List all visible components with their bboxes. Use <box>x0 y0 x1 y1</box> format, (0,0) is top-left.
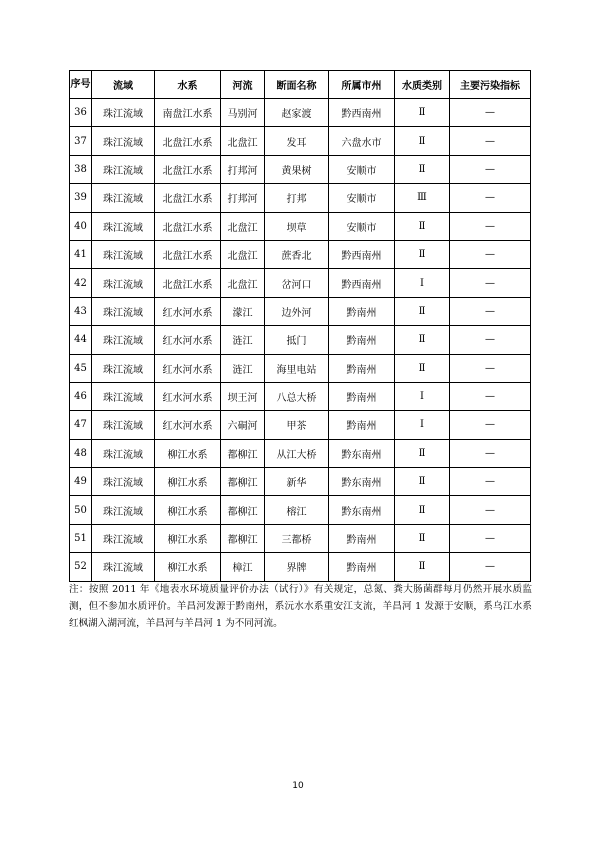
cell-seq: 36 <box>70 99 92 127</box>
cell-river: 都柳江 <box>221 496 265 524</box>
cell-pollutant: — <box>450 496 531 524</box>
cell-system: 北盘江水系 <box>155 240 221 268</box>
table-row <box>70 240 531 268</box>
cell-river: 北盘江 <box>221 240 265 268</box>
table-row <box>70 184 531 212</box>
cell-city: 黔西南州 <box>329 240 395 268</box>
header-basin: 流域 <box>92 71 155 99</box>
table-row <box>70 269 531 297</box>
cell-pollutant: — <box>450 99 531 127</box>
cell-river: 马别河 <box>221 99 265 127</box>
cell-quality: Ⅱ <box>395 326 450 354</box>
cell-quality: Ⅱ <box>395 468 450 496</box>
cell-quality: Ⅱ <box>395 99 450 127</box>
cell-section: 抵门 <box>265 326 329 354</box>
cell-basin: 珠江流域 <box>92 184 155 212</box>
cell-system: 柳江水系 <box>155 496 221 524</box>
cell-city: 黔南州 <box>329 326 395 354</box>
cell-system: 红水河水系 <box>155 354 221 382</box>
cell-system: 柳江水系 <box>155 524 221 552</box>
cell-section: 黄果树 <box>265 155 329 183</box>
cell-section: 新华 <box>265 468 329 496</box>
header-seq: 序号 <box>70 71 92 99</box>
cell-section: 边外河 <box>265 297 329 325</box>
cell-city: 安顺市 <box>329 184 395 212</box>
cell-system: 北盘江水系 <box>155 155 221 183</box>
cell-system: 红水河水系 <box>155 326 221 354</box>
cell-river: 打邦河 <box>221 155 265 183</box>
cell-seq: 45 <box>70 354 92 382</box>
cell-pollutant: — <box>450 269 531 297</box>
cell-section: 八总大桥 <box>265 382 329 410</box>
cell-river: 涟江 <box>221 326 265 354</box>
cell-system: 柳江水系 <box>155 439 221 467</box>
cell-pollutant: — <box>450 184 531 212</box>
table-row <box>70 496 531 524</box>
cell-city: 安顺市 <box>329 155 395 183</box>
header-quality: 水质类别 <box>395 71 450 99</box>
cell-system: 红水河水系 <box>155 382 221 410</box>
cell-basin: 珠江流域 <box>92 297 155 325</box>
table-row <box>70 354 531 382</box>
table-row <box>70 99 531 127</box>
cell-river: 北盘江 <box>221 127 265 155</box>
cell-system: 红水河水系 <box>155 297 221 325</box>
table-row <box>70 439 531 467</box>
cell-seq: 44 <box>70 326 92 354</box>
cell-seq: 40 <box>70 212 92 240</box>
cell-quality: Ⅱ <box>395 212 450 240</box>
cell-basin: 珠江流域 <box>92 155 155 183</box>
table-row <box>70 127 531 155</box>
cell-quality: Ⅱ <box>395 155 450 183</box>
header-city: 所属市州 <box>329 71 395 99</box>
cell-river: 樟江 <box>221 553 265 581</box>
cell-section: 榕江 <box>265 496 329 524</box>
cell-quality: Ⅰ <box>395 411 450 439</box>
water-quality-table <box>69 70 531 582</box>
cell-pollutant: — <box>450 127 531 155</box>
cell-river: 濛江 <box>221 297 265 325</box>
table-header-row <box>70 71 531 99</box>
cell-basin: 珠江流域 <box>92 354 155 382</box>
table-row <box>70 326 531 354</box>
cell-seq: 49 <box>70 468 92 496</box>
cell-basin: 珠江流域 <box>92 411 155 439</box>
cell-section: 三都桥 <box>265 524 329 552</box>
cell-system: 北盘江水系 <box>155 184 221 212</box>
cell-seq: 42 <box>70 269 92 297</box>
cell-city: 黔东南州 <box>329 496 395 524</box>
table-row <box>70 382 531 410</box>
table-row <box>70 553 531 581</box>
cell-section: 发耳 <box>265 127 329 155</box>
cell-quality: Ⅲ <box>395 184 450 212</box>
table-footnote: 注：按照 2011 年《地表水环境质量评价办法（试行）》有关规定，总氮、粪大肠菌群每月仍然开展水质监测，但不参加水质评价。羊昌河发源于黔南州，系沅水水系重安江支流，羊昌河 1 发源于安顺，系乌江水系红枫湖入湖河流，羊昌河与羊昌河 1 为不同河流。 <box>69 584 532 629</box>
cell-basin: 珠江流域 <box>92 240 155 268</box>
cell-seq: 41 <box>70 240 92 268</box>
cell-quality: Ⅱ <box>395 439 450 467</box>
cell-basin: 珠江流域 <box>92 382 155 410</box>
cell-quality: Ⅰ <box>395 269 450 297</box>
cell-seq: 50 <box>70 496 92 524</box>
table-row <box>70 411 531 439</box>
cell-quality: Ⅱ <box>395 553 450 581</box>
cell-seq: 51 <box>70 524 92 552</box>
cell-basin: 珠江流域 <box>92 468 155 496</box>
cell-basin: 珠江流域 <box>92 269 155 297</box>
cell-seq: 48 <box>70 439 92 467</box>
cell-pollutant: — <box>450 354 531 382</box>
cell-pollutant: — <box>450 524 531 552</box>
cell-pollutant: — <box>450 326 531 354</box>
cell-section: 甲茶 <box>265 411 329 439</box>
cell-system: 北盘江水系 <box>155 127 221 155</box>
cell-seq: 37 <box>70 127 92 155</box>
cell-river: 六硐河 <box>221 411 265 439</box>
cell-pollutant: — <box>450 297 531 325</box>
cell-river: 坝王河 <box>221 382 265 410</box>
cell-section: 蔗香北 <box>265 240 329 268</box>
header-pollutant: 主要污染指标 <box>450 71 531 99</box>
cell-basin: 珠江流域 <box>92 326 155 354</box>
cell-section: 海里电站 <box>265 354 329 382</box>
cell-seq: 38 <box>70 155 92 183</box>
cell-city: 黔南州 <box>329 553 395 581</box>
cell-river: 北盘江 <box>221 269 265 297</box>
cell-pollutant: — <box>450 411 531 439</box>
cell-system: 北盘江水系 <box>155 212 221 240</box>
cell-city: 黔南州 <box>329 297 395 325</box>
cell-basin: 珠江流域 <box>92 496 155 524</box>
cell-seq: 43 <box>70 297 92 325</box>
table-row <box>70 155 531 183</box>
cell-section: 岔河口 <box>265 269 329 297</box>
cell-city: 黔南州 <box>329 411 395 439</box>
cell-river: 打邦河 <box>221 184 265 212</box>
cell-city: 黔南州 <box>329 382 395 410</box>
cell-city: 黔南州 <box>329 524 395 552</box>
cell-section: 从江大桥 <box>265 439 329 467</box>
cell-pollutant: — <box>450 553 531 581</box>
cell-city: 黔东南州 <box>329 439 395 467</box>
cell-basin: 珠江流域 <box>92 439 155 467</box>
cell-basin: 珠江流域 <box>92 524 155 552</box>
cell-river: 都柳江 <box>221 524 265 552</box>
header-system: 水系 <box>155 71 221 99</box>
cell-system: 南盘江水系 <box>155 99 221 127</box>
cell-section: 界牌 <box>265 553 329 581</box>
cell-seq: 46 <box>70 382 92 410</box>
page-number: 10 <box>292 781 304 791</box>
header-section: 断面名称 <box>265 71 329 99</box>
cell-system: 红水河水系 <box>155 411 221 439</box>
table-row <box>70 297 531 325</box>
cell-quality: Ⅱ <box>395 297 450 325</box>
cell-pollutant: — <box>450 382 531 410</box>
cell-city: 安顺市 <box>329 212 395 240</box>
cell-quality: Ⅱ <box>395 127 450 155</box>
cell-seq: 39 <box>70 184 92 212</box>
table-row <box>70 212 531 240</box>
cell-quality: Ⅰ <box>395 382 450 410</box>
cell-pollutant: — <box>450 439 531 467</box>
cell-seq: 47 <box>70 411 92 439</box>
cell-city: 黔东南州 <box>329 468 395 496</box>
cell-seq: 52 <box>70 553 92 581</box>
cell-quality: Ⅱ <box>395 524 450 552</box>
cell-system: 柳江水系 <box>155 553 221 581</box>
cell-pollutant: — <box>450 155 531 183</box>
cell-pollutant: — <box>450 212 531 240</box>
cell-system: 北盘江水系 <box>155 269 221 297</box>
cell-basin: 珠江流域 <box>92 99 155 127</box>
cell-section: 赵家渡 <box>265 99 329 127</box>
cell-city: 黔西南州 <box>329 269 395 297</box>
cell-city: 黔西南州 <box>329 99 395 127</box>
table-row <box>70 524 531 552</box>
cell-basin: 珠江流域 <box>92 553 155 581</box>
cell-pollutant: — <box>450 468 531 496</box>
cell-pollutant: — <box>450 240 531 268</box>
cell-basin: 珠江流域 <box>92 212 155 240</box>
cell-section: 坝草 <box>265 212 329 240</box>
cell-river: 涟江 <box>221 354 265 382</box>
cell-basin: 珠江流域 <box>92 127 155 155</box>
cell-river: 北盘江 <box>221 212 265 240</box>
cell-section: 打邦 <box>265 184 329 212</box>
cell-city: 黔南州 <box>329 354 395 382</box>
header-river: 河流 <box>221 71 265 99</box>
cell-river: 都柳江 <box>221 439 265 467</box>
cell-city: 六盘水市 <box>329 127 395 155</box>
cell-quality: Ⅱ <box>395 240 450 268</box>
cell-river: 都柳江 <box>221 468 265 496</box>
cell-quality: Ⅱ <box>395 354 450 382</box>
cell-system: 柳江水系 <box>155 468 221 496</box>
cell-quality: Ⅱ <box>395 496 450 524</box>
table-row <box>70 468 531 496</box>
